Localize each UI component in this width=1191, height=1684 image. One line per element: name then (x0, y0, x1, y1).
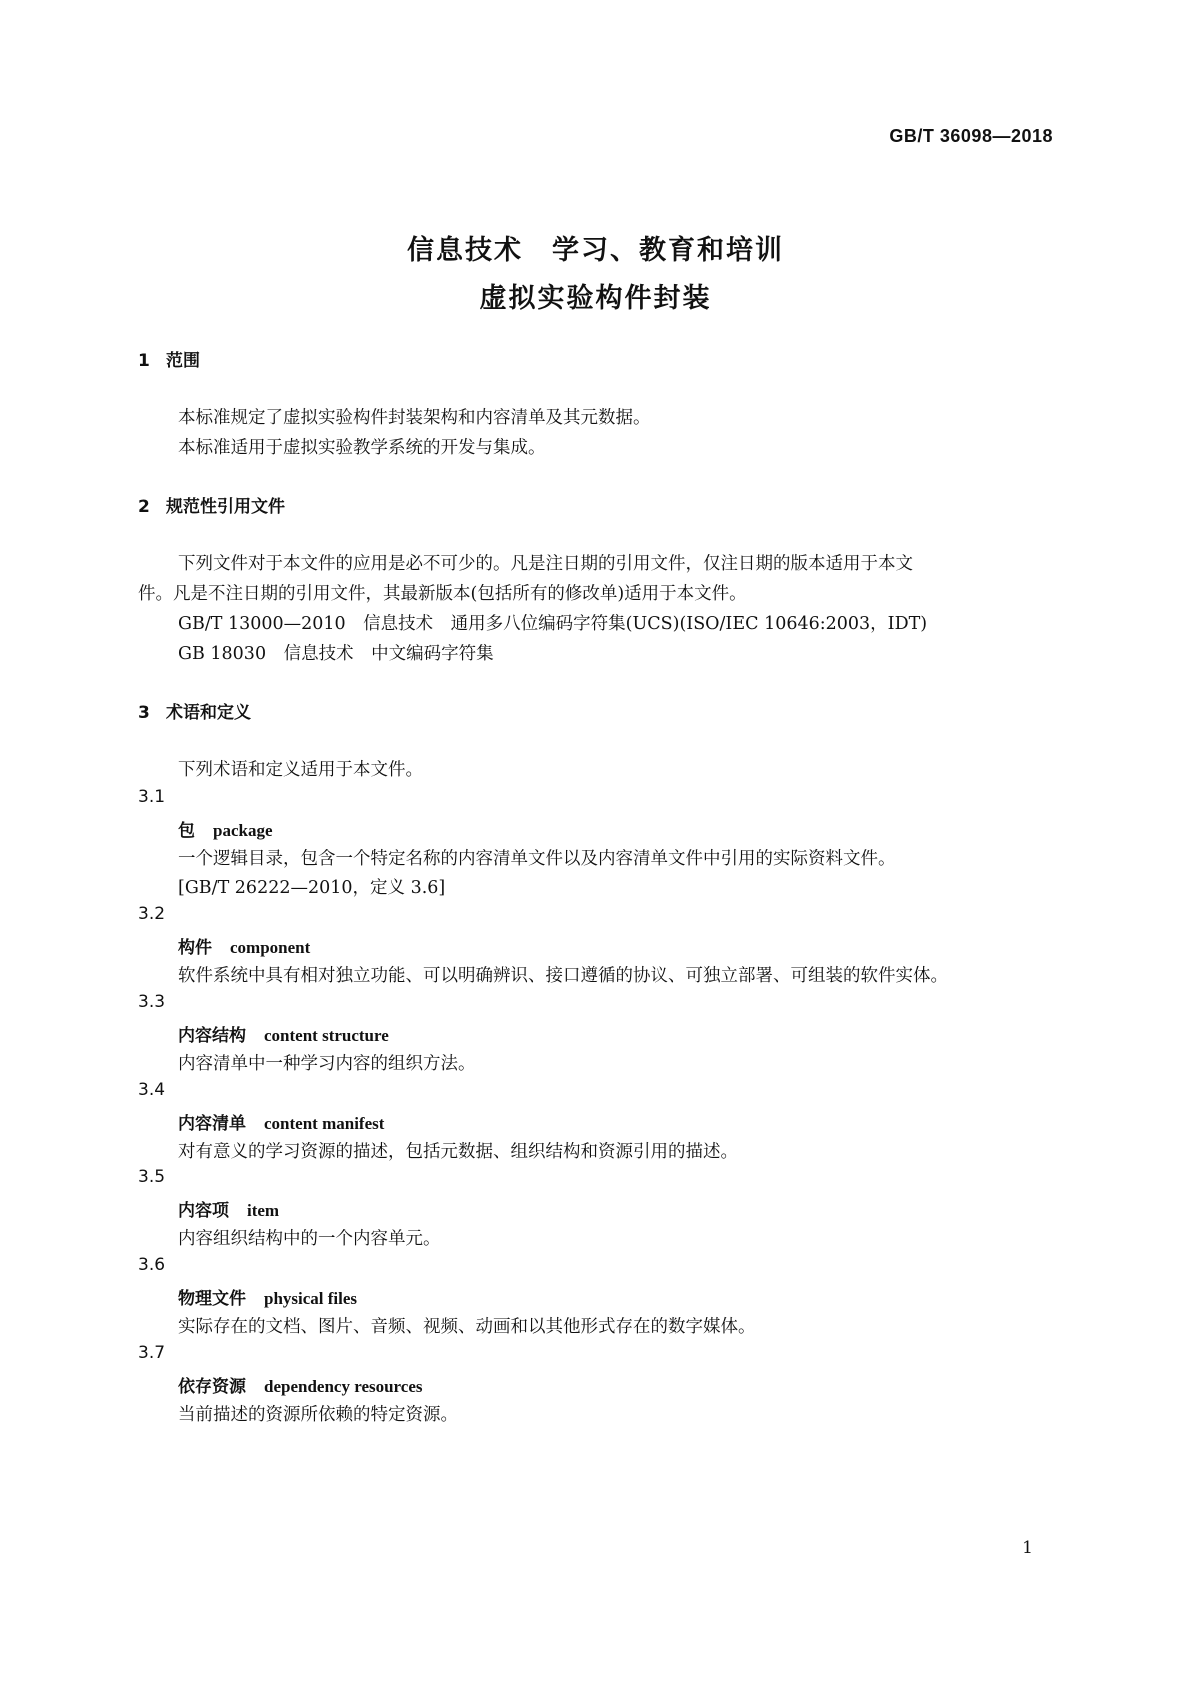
reference-item: GB/T 13000—2010 信息技术 通用多八位编码字符集(UCS)(ISO/IEC 10646:2003，IDT) (178, 614, 928, 634)
document-title-line-2: 虚拟实验构件封装 (479, 283, 712, 314)
term-en: content structure (264, 1026, 389, 1045)
page-number: 1 (1022, 1538, 1033, 1558)
term-zh: 内容项 (178, 1201, 229, 1221)
term-source: [GB/T 26222—2010，定义 3.6] (178, 878, 446, 898)
paragraph: 本标准适用于虚拟实验教学系统的开发与集成。 (178, 438, 546, 458)
term-definition: 对有意义的学习资源的描述，包括元数据、组织结构和资源引用的描述。 (178, 1142, 738, 1162)
term-zh: 包 (178, 821, 195, 841)
term-zh: 构件 (178, 938, 212, 958)
term-en: item (247, 1201, 280, 1220)
reference-item: GB 18030 信息技术 中文编码字符集 (178, 644, 494, 664)
term-entry (178, 1196, 279, 1221)
standard-code: GB/T 36098—2018 (889, 126, 1053, 146)
term-definition: 当前描述的资源所依赖的特定资源。 (178, 1405, 458, 1425)
section-number: 2 (138, 497, 150, 517)
term-definition: 一个逻辑目录，包含一个特定名称的内容清单文件以及内容清单文件中引用的实际资料文件。 (178, 849, 896, 869)
term-zh: 依存资源 (178, 1377, 246, 1397)
term-en: component (230, 938, 311, 957)
paragraph: 本标准规定了虚拟实验构件封装架构和内容清单及其元数据。 (178, 408, 651, 428)
clause-number: 3.6 (138, 1255, 166, 1275)
term-entry (178, 1109, 384, 1134)
document-title-line-1: 信息技术 学习、教育和培训 (407, 235, 784, 266)
term-definition: 内容组织结构中的一个内容单元。 (178, 1229, 441, 1249)
term-entry (178, 933, 310, 958)
term-entry (178, 1372, 423, 1397)
term-en: dependency resources (264, 1377, 423, 1396)
clause-number: 3.3 (138, 992, 166, 1012)
term-entry (178, 1284, 357, 1309)
clause-number: 3.4 (138, 1080, 166, 1100)
term-definition: 内容清单中一种学习内容的组织方法。 (178, 1054, 476, 1074)
term-en: package (213, 821, 273, 840)
section-number: 3 (138, 703, 150, 723)
term-en: content manifest (264, 1114, 385, 1133)
term-zh: 内容清单 (178, 1114, 246, 1134)
section-3-heading (138, 698, 251, 723)
section-title: 范围 (166, 351, 200, 371)
term-zh: 内容结构 (178, 1026, 246, 1046)
term-definition: 实际存在的文档、图片、音频、视频、动画和以其他形式存在的数字媒体。 (178, 1317, 756, 1337)
term-definition: 软件系统中具有相对独立功能、可以明确辨识、接口遵循的协议、可独立部署、可组装的软件实体。 (178, 966, 948, 986)
term-entry (178, 816, 273, 841)
clause-number: 3.2 (138, 904, 166, 924)
clause-number: 3.5 (138, 1167, 166, 1187)
clause-number: 3.7 (138, 1343, 166, 1363)
paragraph: 下列术语和定义适用于本文件。 (178, 760, 423, 780)
paragraph: 件。凡是不注日期的引用文件，其最新版本(包括所有的修改单)适用于本文件。 (138, 584, 747, 604)
term-entry (178, 1021, 389, 1046)
paragraph: 下列文件对于本文件的应用是必不可少的。凡是注日期的引用文件，仅注日期的版本适用于本文 (178, 554, 913, 574)
term-en: physical files (264, 1289, 358, 1308)
term-zh: 物理文件 (178, 1289, 246, 1309)
section-1-heading (138, 346, 200, 371)
section-2-heading (138, 492, 285, 517)
clause-number: 3.1 (138, 787, 166, 807)
section-number: 1 (138, 351, 150, 371)
section-title: 术语和定义 (166, 703, 251, 723)
section-title: 规范性引用文件 (166, 497, 285, 517)
